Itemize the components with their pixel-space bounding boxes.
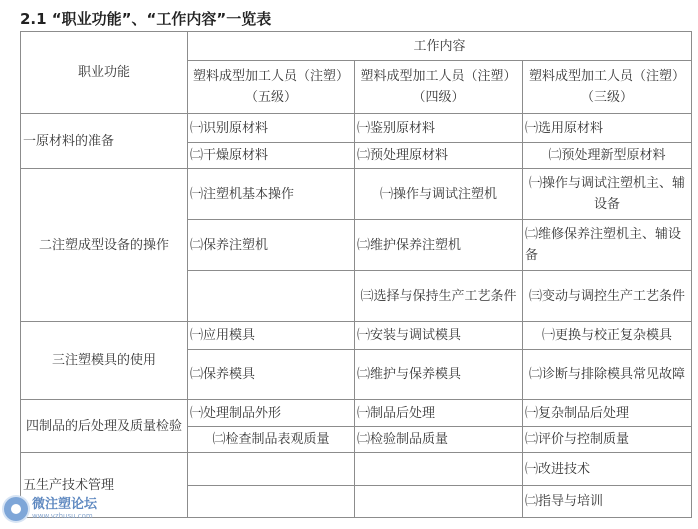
table-cell: [188, 486, 355, 518]
table-cell: ㈢变动与调控生产工艺条件: [523, 271, 692, 322]
table-cell: ㈡评价与控制质量: [523, 427, 692, 453]
table-cell: ㈡检查制品表观质量: [188, 427, 355, 453]
table-cell: ㈡维修保养注塑机主、辅设备: [523, 220, 692, 271]
page-title: 2.1 “职业功能”、“工作内容”一览表: [20, 10, 272, 28]
function-3: 三注塑模具的使用: [21, 322, 188, 400]
table-cell: ㈠操作与调试注塑机主、辅设备: [523, 169, 692, 220]
table-cell: ㈠选用原材料: [523, 114, 692, 143]
table-cell: [355, 486, 523, 518]
table-cell: ㈡指导与培训: [523, 486, 692, 518]
table-cell: ㈡保养注塑机: [188, 220, 355, 271]
table-cell: ㈡预处理新型原材料: [523, 143, 692, 169]
table-cell: ㈠更换与校正复杂模具: [523, 322, 692, 350]
table-cell: ㈠制品后处理: [355, 400, 523, 427]
header-level-3: 塑料成型加工人员（注塑）（三级）: [523, 61, 692, 114]
table-cell: ㈠操作与调试注塑机: [355, 169, 523, 220]
function-4: 四制品的后处理及质量检验: [21, 400, 188, 453]
function-1: 一原材料的准备: [21, 114, 188, 169]
watermark-url: www.vzhusu.com: [32, 512, 93, 520]
table-cell: ㈡诊断与排除模具常见故障: [523, 350, 692, 400]
table-cell: ㈡预处理原材料: [355, 143, 523, 169]
header-work-content: 工作内容: [188, 32, 692, 61]
watermark-title: 微注塑论坛: [32, 497, 98, 512]
table-cell: ㈡检验制品质量: [355, 427, 523, 453]
table-cell: [188, 271, 355, 322]
table-cell: ㈠识别原材料: [188, 114, 355, 143]
table-cell: [188, 453, 355, 486]
table-cell: [355, 453, 523, 486]
function-5: 五生产技术管理: [21, 453, 188, 518]
forum-watermark: [4, 497, 97, 521]
header-occupation-function: 职业功能: [21, 32, 188, 114]
occupation-table: [20, 31, 692, 518]
header-level-4: 塑料成型加工人员（注塑）（四级）: [355, 61, 523, 114]
table-cell: ㈢选择与保持生产工艺条件: [355, 271, 523, 322]
table-cell: ㈠复杂制品后处理: [523, 400, 692, 427]
table-cell: ㈠鉴别原材料: [355, 114, 523, 143]
table-cell: ㈠安装与调试模具: [355, 322, 523, 350]
function-2: 二注塑成型设备的操作: [21, 169, 188, 322]
table-cell: ㈠注塑机基本操作: [188, 169, 355, 220]
table-cell: ㈡维护与保养模具: [355, 350, 523, 400]
table-cell: ㈠处理制品外形: [188, 400, 355, 427]
header-level-5: 塑料成型加工人员（注塑）（五级）: [188, 61, 355, 114]
table-cell: ㈠改进技术: [523, 453, 692, 486]
table-cell: ㈡维护保养注塑机: [355, 220, 523, 271]
table-cell: ㈡干燥原材料: [188, 143, 355, 169]
table-cell: ㈡保养模具: [188, 350, 355, 400]
forum-logo-icon: [4, 497, 28, 521]
table-cell: ㈠应用模具: [188, 322, 355, 350]
